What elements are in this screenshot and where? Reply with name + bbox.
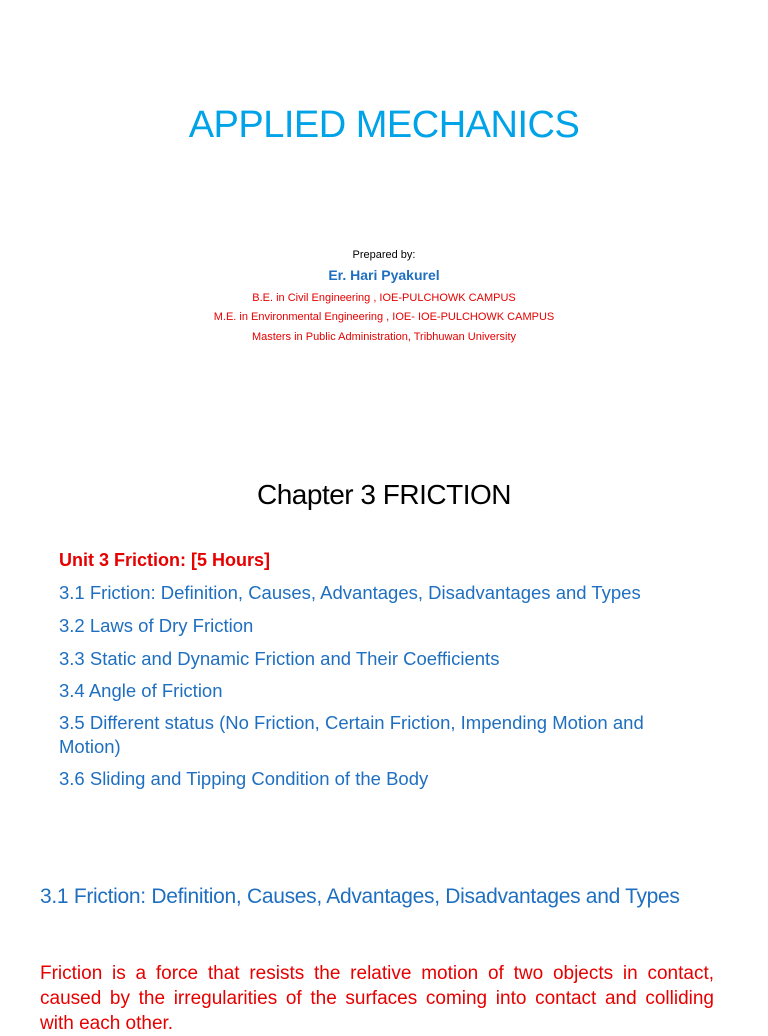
unit-heading: Unit 3 Friction: [5 Hours] bbox=[59, 550, 270, 570]
slide-chapter-outline bbox=[0, 452, 768, 832]
credential-line: Masters in Public Administration, Tribhuwan University bbox=[251, 331, 517, 343]
presentation-title: APPLIED MECHANICS bbox=[188, 104, 580, 146]
topic-item: 3.3 Static and Dynamic Friction and Their Coefficients bbox=[59, 648, 500, 669]
topic-item: 3.5 Different status (No Friction, Certain Friction, Impending Motion and Motion) bbox=[59, 712, 644, 757]
prepared-by-label: Prepared by: bbox=[352, 249, 416, 261]
definition-text: Friction is a force that resists the relative motion of two objects in contact, caused by the irregularities of the surfaces coming into contact and colliding with each other. bbox=[40, 963, 714, 1034]
credential-line: M.E. in Environmental Engineering , IOE- IOE-PULCHOWK CAMPUS bbox=[213, 311, 555, 323]
topic-item: 3.4 Angle of Friction bbox=[59, 680, 223, 701]
credential-line: B.E. in Civil Engineering , IOE-PULCHOWK CAMPUS bbox=[252, 292, 516, 304]
section-title: 3.1 Friction: Definition, Causes, Advantages, Disadvantages and Types bbox=[40, 885, 680, 908]
slide-friction-definition bbox=[0, 834, 768, 1034]
topic-item: 3.2 Laws of Dry Friction bbox=[59, 615, 254, 636]
slide-title bbox=[0, 0, 768, 450]
topic-item: 3.1 Friction: Definition, Causes, Advantages, Disadvantages and Types bbox=[59, 582, 641, 603]
author-name: Er. Hari Pyakurel bbox=[328, 267, 440, 283]
topic-item: 3.6 Sliding and Tipping Condition of the Body bbox=[59, 768, 429, 789]
chapter-title: Chapter 3 FRICTION bbox=[257, 479, 511, 510]
